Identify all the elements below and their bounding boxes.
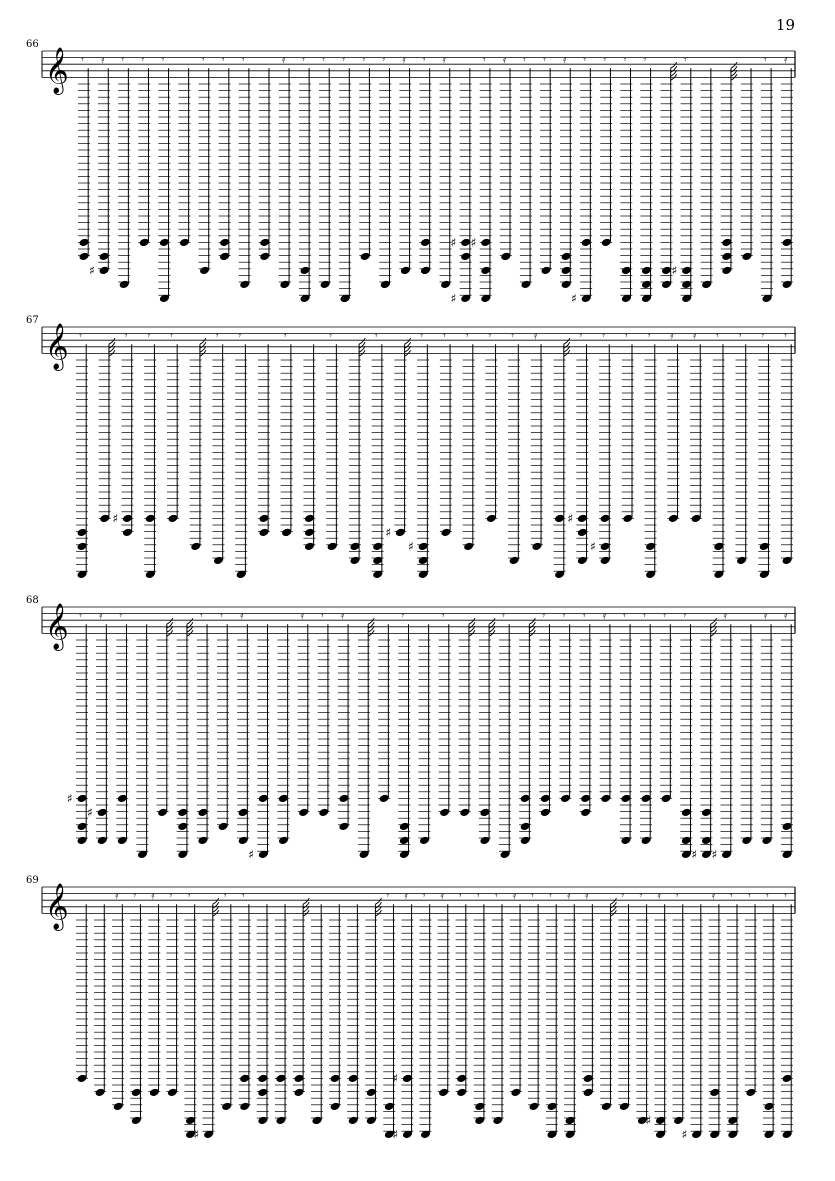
rest-icon: 𝄿: [711, 889, 716, 903]
sharp-icon: ♯: [571, 291, 577, 306]
rest-icon: 𝄾: [320, 609, 324, 623]
rest-icon: 𝄾: [79, 329, 82, 343]
rest-icon: 𝄾: [169, 889, 173, 903]
sharp-icon: ♯: [67, 791, 73, 806]
rest-icon: 𝄿: [602, 609, 607, 623]
rest-icon: 𝄾: [623, 53, 627, 67]
rest-icon: 𝄾: [121, 53, 125, 67]
rest-icon: 𝄿: [281, 53, 286, 67]
rest-icon: 𝄾: [422, 53, 426, 67]
rest-icon: 𝄿: [402, 53, 406, 67]
rest-icon: 𝄿: [151, 889, 155, 903]
rest-icon: 𝄾: [683, 53, 687, 67]
measure-number: 69: [26, 875, 39, 886]
rest-icon: 𝄾: [582, 609, 586, 623]
rest-icon: 𝄾: [119, 609, 123, 623]
rest-icon: 𝄾: [187, 889, 191, 903]
rest-icon: 𝄾: [549, 889, 552, 903]
rest-icon: 𝄾: [420, 329, 424, 343]
rest-icon: 𝄾: [715, 329, 719, 343]
rest-icon: 𝄾: [683, 609, 687, 623]
rest-icon: 𝄿: [340, 609, 345, 623]
rest-icon: 𝄾: [301, 53, 305, 67]
rest-icon: 𝄾: [161, 53, 165, 67]
sharp-icon: ♯: [248, 847, 255, 862]
rest-icon: 𝄿: [723, 609, 727, 623]
rest-icon: 𝄾: [124, 329, 128, 343]
rest-icon: 𝄿: [99, 609, 103, 623]
rest-icon: 𝄿: [115, 889, 119, 903]
sharp-icon: ♯: [112, 511, 119, 526]
rest-icon: 𝄾: [441, 609, 445, 623]
rest-icon: 𝄿: [240, 609, 244, 623]
sharp-icon: ♯: [408, 539, 414, 554]
rest-icon: 𝄾: [763, 53, 767, 67]
rest-icon: 𝄾: [81, 53, 84, 67]
rest-icon: 𝄾: [511, 329, 515, 343]
rest-icon: 𝄾: [220, 609, 223, 623]
rest-icon: 𝄾: [602, 329, 606, 343]
rest-icon: 𝄿: [585, 889, 589, 903]
rest-icon: 𝄾: [342, 53, 346, 67]
rest-icon: 𝄾: [583, 53, 587, 67]
rest-icon: 𝄾: [329, 329, 333, 343]
system-67: [26, 315, 795, 579]
system-66: [26, 39, 795, 305]
measure-number: 68: [26, 595, 39, 606]
rest-icon: 𝄾: [542, 53, 546, 67]
rest-icon: 𝄾: [738, 329, 742, 343]
rest-icon: 𝄿: [512, 889, 517, 903]
sharp-icon: ♯: [392, 1071, 399, 1086]
rest-icon: 𝄾: [362, 53, 366, 67]
rest-icon: 𝄾: [374, 329, 378, 343]
rest-icon: 𝄾: [465, 329, 469, 343]
rest-icon: 𝄾: [494, 889, 498, 903]
treble-clef-icon: 𝄞: [45, 603, 69, 650]
rest-icon: 𝄾: [621, 889, 625, 903]
rest-icon: 𝄾: [401, 609, 405, 623]
measure-number: 66: [26, 39, 39, 50]
rest-icon: 𝄾: [476, 889, 480, 903]
sharp-icon: ♯: [89, 263, 95, 278]
treble-clef-icon: 𝄞: [45, 323, 69, 370]
sharp-icon: ♯: [681, 1127, 688, 1142]
sharp-icon: ♯: [392, 1127, 399, 1142]
sharp-icon: ♯: [193, 1127, 200, 1142]
treble-clef-icon: 𝄞: [45, 47, 69, 94]
rest-icon: 𝄿: [567, 889, 571, 903]
rest-icon: 𝄾: [622, 609, 626, 623]
sharp-icon: ♯: [590, 539, 596, 554]
rest-icon: 𝄾: [141, 53, 145, 67]
sharp-icon: ♯: [450, 291, 457, 306]
rest-icon: 𝄾: [761, 329, 765, 343]
system-69: [26, 875, 795, 1141]
rest-icon: 𝄾: [238, 329, 242, 343]
rest-icon: 𝄾: [458, 889, 462, 903]
rest-icon: 𝄾: [386, 889, 390, 903]
rest-icon: 𝄿: [440, 889, 444, 903]
rest-icon: 𝄿: [300, 609, 304, 623]
measure-number: 67: [26, 315, 39, 326]
rest-icon: 𝄾: [647, 329, 651, 343]
treble-clef-icon: 𝄞: [45, 883, 69, 930]
rest-icon: 𝄿: [442, 53, 446, 67]
rest-icon: 𝄾: [199, 609, 203, 623]
rest-icon: 𝄾: [663, 609, 667, 623]
rest-icon: 𝄾: [542, 609, 546, 623]
rest-icon: 𝄾: [502, 609, 505, 623]
rest-icon: 𝄾: [603, 53, 607, 67]
rest-icon: 𝄾: [488, 329, 492, 343]
rest-icon: 𝄾: [169, 329, 173, 343]
rest-icon: 𝄿: [670, 329, 674, 343]
sharp-icon: ♯: [450, 235, 457, 250]
rest-icon: 𝄾: [241, 53, 245, 67]
rest-icon: 𝄾: [442, 329, 446, 343]
rest-icon: 𝄾: [147, 329, 151, 343]
rest-icon: 𝄾: [422, 889, 426, 903]
page-number: 19: [775, 16, 795, 34]
rest-icon: 𝄾: [482, 53, 486, 67]
rest-icon: 𝄾: [643, 609, 646, 623]
sharp-icon: ♯: [87, 805, 93, 820]
rest-icon: 𝄾: [522, 53, 526, 67]
rest-icon: 𝄾: [530, 889, 534, 903]
sharp-icon: ♯: [711, 847, 718, 862]
sharp-icon: ♯: [470, 235, 477, 250]
rest-icon: 𝄿: [763, 609, 768, 623]
sharp-icon: ♯: [645, 1113, 652, 1128]
rest-icon: 𝄾: [283, 329, 287, 343]
rest-icon: 𝄾: [729, 889, 733, 903]
rest-icon: 𝄾: [382, 53, 386, 67]
rest-icon: 𝄾: [624, 329, 628, 343]
rest-icon: 𝄾: [201, 53, 205, 67]
rest-icon: 𝄾: [241, 889, 245, 903]
rest-icon: 𝄾: [215, 329, 219, 343]
rest-icon: 𝄾: [79, 609, 82, 623]
rest-icon: 𝄾: [643, 53, 647, 67]
rest-icon: 𝄿: [563, 53, 567, 67]
rest-icon: 𝄾: [562, 609, 566, 623]
rest-icon: 𝄿: [533, 329, 538, 343]
rest-icon: 𝄿: [657, 889, 661, 903]
rest-icon: 𝄾: [639, 889, 643, 903]
rest-icon: 𝄾: [784, 329, 787, 343]
rest-icon: 𝄿: [784, 609, 788, 623]
sharp-icon: ♯: [567, 511, 574, 526]
rest-icon: 𝄾: [133, 889, 137, 903]
rest-icon: 𝄿: [693, 329, 697, 343]
rest-icon: 𝄿: [101, 53, 105, 67]
rest-icon: 𝄿: [404, 889, 408, 903]
sharp-icon: ♯: [691, 847, 698, 862]
system-68: [26, 595, 795, 861]
rest-icon: 𝄾: [223, 889, 227, 903]
rest-icon: 𝄾: [675, 889, 679, 903]
rest-icon: 𝄿: [502, 53, 507, 67]
rest-icon: 𝄾: [221, 53, 225, 67]
sharp-icon: ♯: [385, 525, 392, 540]
rest-icon: 𝄿: [784, 53, 788, 67]
rest-icon: 𝄾: [579, 329, 583, 343]
sharp-icon: ♯: [671, 263, 678, 278]
rest-icon: 𝄾: [322, 53, 325, 67]
